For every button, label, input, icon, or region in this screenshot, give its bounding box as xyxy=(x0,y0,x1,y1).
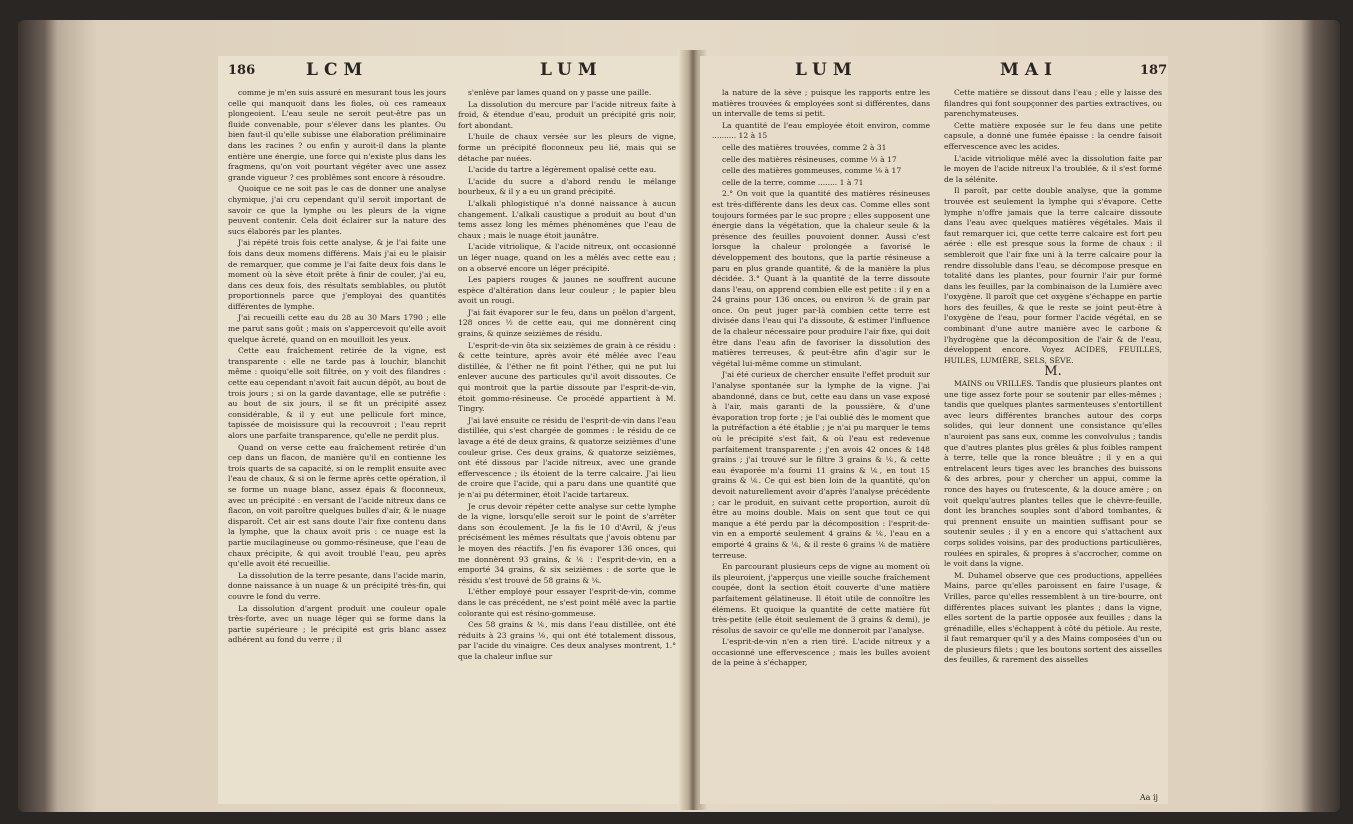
left-head-outer: LCM xyxy=(306,60,369,80)
paragraph: Je crus devoir répéter cette analyse sur cette lymphe de la vigne, lorsqu'elle seroit sur le point de s'arrêter dans son écoulement. Je la fis le 10 d'Avril, & j'eus précisément les mêmes résultats que j'avois obtenu par le moyen des réactifs. J'en fis évaporer 136 onces, qui me donnèrent 93 grains, & ⅙ : l'esprit-de-vin, en a emporté 34 grains, & six seizièmes : de sorte que le résidu s'est trouvé de 58 grains & ⅙. xyxy=(458,501,676,585)
paragraph: 2.° On voit que la quantité des matières résineuses est très-différente dans les deux cas. Comme elles sont toujours formées par le suc propre ; elles supposent une énergie dans la végétation, que la chaleur seule & la présence des feuilles pouvoient donner. Aussi c'est lorsque la chaleur prolongée a favorisé le développement des boutons, que la partie résineuse a paru en plus grande quantité, & de la manière la plus décidée. 3.° Quant à la quantité de la terre dissoute dans l'eau, on apprend combien elle est petite : il y en a 24 grains pour 136 onces, ou environ ⅙ de grain par once. On peut juger par-là combien cette terre est divisée dans l'eau qui l'a dissoute, & estimer l'influence de la chaleur nécessaire pour produire l'air fixe, qui doit être dans l'eau afin de favoriser la dissolution des matières terreuses, & peut-être afin d'agir sur le végétal lui-même comme un stimulant. xyxy=(712,189,930,368)
paragraph: Ces 58 grains & ⅙, mis dans l'eau distillée, ont été réduits à 23 grains ⅑, qui ont été totalement dissous, par l'acide du vinaigre. Ces deux analyses montrent, 1.° que la chaleur influe sur xyxy=(458,620,676,661)
right-head-outer: MAI xyxy=(1000,60,1058,80)
paragraph: Quand on verse cette eau fraîchement retirée d'un cep dans un flacon, de manière qu'il en contienne les trois quarts de sa capacité, si on le remplit ensuite avec l'eau de chaux, & si on le ferme après cette opération, il se forme un nuage blanc, assez épais & floconneux, avec un précipité : en versant de l'acide nitreux dans ce flacon, on voit paroître quelques bulles d'air, & le nuage disparoît. Cet air est sans doute l'air fixe contenu dans la lymphe, que la chaux avoit pris : ce nuage est la partie mucilagineuse ou gommo-résineuse, que l'eau de chaux précipite, & qui avoit troublé l'eau, peu après qu'elle avoit été recueillie. xyxy=(228,442,446,569)
paragraph: L'alkali phlogistiqué n'a donné naissance à aucun changement. L'alkali caustique a produit au bout d'un tems assez long les mêmes phénomènes que l'eau de chaux ; mais le nuage étoit jaunâtre. xyxy=(458,198,676,240)
left-column-1 xyxy=(228,88,446,800)
paragraph: la nature de la sève ; puisque les rapports entre les matières trouvées & employées sont si différentes, dans un intervalle de tems si petit. xyxy=(712,88,930,119)
paragraph: M. Duhamel observe que ces productions, appellées Mains, parce qu'elles paroissent en faire l'usage, & Vrilles, parce qu'elles ressemblent à un tire-bourre, ont différentes places suivant les plantes ; dans la vigne, elles sortent de la partie opposée aux feuilles ; dans la grénadille, elles s'échappent à côté du pétiole. Au reste, il faut remarquer qu'il y a des Mains composées d'un ou de plusieurs filets ; que les boutons sortent des aisselles des feuilles, & rarement des aisselles xyxy=(944,570,1162,665)
paragraph: La quantité de l'eau employée étoit environ, comme .......... 12 à 15 xyxy=(712,120,930,141)
paragraph: MAINS ou VRILLES. Tandis que plusieurs plantes ont une tige assez forte pour se soutenir par elles-mêmes ; tandis que quelques plantes sarmenteuses s'entortillent avec leurs différentes branches autour des corps solides, qui leur donnent une consistance qu'elles n'auroient pas sans eux, comme les convolvulus ; tandis que d'autres plantes plus grêles & plus foibles rampent à terre, telle que la ronce bleuâtre ; il y en a qui entrelacent leurs tiges avec les branches des buissons & des arbres, pour y chercher un appui, comme la ronce des hayes ou frutescente, & la douce amère ; on voit quelqu'autres plantes telles que le chèvre-feuille, dont les branches souples sont d'abord tombantes, & qui prennent ensuite un maintien suffisant pour se soutenir seules ; il y en a encore qui s'attachent aux corps solides voisins, par des productions particulières, roulées en spirales, & propres à s'accrocher, comme on le voit dans la vigne. xyxy=(944,379,1162,569)
paragraph: comme je m'en suis assuré en mesurant tous les jours celle qui manquoit dans les fioles, où ces rameaux plongeoient. L'eau seule ne seroit peut-être pas un fluide convenable, pour s'élever dans les plantes. Ou bien faut-il qu'elle subisse une élaboration préliminaire dans les racines ? ou enfin y auroit-il dans la plante entière une énergie, une force qui n'existe plus dans les fragmens, qu'on voit pourtant végéter avec une assez grande vigueur ? ces problêmes sont encore à résoudre. xyxy=(228,88,446,182)
right-page-number: 187 xyxy=(1140,63,1168,78)
paragraph: J'ai été curieux de chercher ensuite l'effet produit sur l'analyse spontanée sur la lymphe de la vigne. J'ai abandonné, dans ce but, cette eau dans un vase exposé à l'air, mais garanti de la poussière, & d'une évaporation trop forte ; je l'ai oublié dès le moment que la putréfaction a été établie ; je n'ai pu marquer le tems où le précipité s'est fait, & où l'eau est redevenue parfaitement transparente ; j'en avois 42 onces & 148 grains ; j'ai trouvé sur le filtre 3 grains & ⅙, & cette eau évaporée m'a fourni 11 grains & ⅙, en tout 15 grains & ⅙. Ce qui est bien loin de la quantité, qu'on devoit naturellement avoir d'après l'analyse précédente ; car le produit, en suivant cette proportion, auroit dû être au moins double. Mais on sent que tout ce qui manque a été perdu par la décomposition : l'esprit-de-vin en a emporté seulement 4 grains & ⅙, l'eau en a emporté 4 grains & ⅙, & il reste 6 grains ⅙ de matière terreuse. xyxy=(712,370,930,560)
section-letter: M. xyxy=(1044,364,1062,380)
left-page-number: 186 xyxy=(228,63,256,78)
paragraph: L'acide du tartre a légèrement opalisé cette eau. xyxy=(468,165,657,175)
paragraph: La dissolution du mercure par l'acide nitreux faite à froid, & étendue d'eau, produit un précipité gris noir, fort abondant. xyxy=(458,99,676,130)
paragraph: L'acide vitriolique, & l'acide nitreux, ont occasionné un léger nuage, quand on les a mêlés avec cette eau ; on a observé encore un léger précipité. xyxy=(458,242,676,273)
paragraph: J'ai recueilli cette eau du 28 au 30 Mars 1790 ; elle me parut sans goût ; mais on s'appercevoit qu'elle avoit quelque âcreté, quand on en mouilloit les yeux. xyxy=(228,313,446,344)
paragraph: L'esprit-de-vin n'en a rien tiré. L'acide nitreux y a occasionné une effervescence ; mais les bulles avoient de la peine à s'échapper, xyxy=(712,637,930,668)
left-running-head xyxy=(218,60,686,82)
right-running-head xyxy=(700,60,1168,82)
paragraph: s'enlève par lames quand on y passe une paille. xyxy=(468,88,652,97)
left-page xyxy=(218,56,686,804)
paragraph: L'huile de chaux versée sur les pleurs de vigne, forme un précipité floconneux peu lié, mais qui se détache par nuées. xyxy=(458,132,676,163)
paragraph: Quoique ce ne soit pas le cas de donner une analyse chymique, j'ai cru cependant qu'il seroit important de savoir ce que la lymphe ou les pleurs de la vigne peuvent contenir. Cela doit éclairer sur la nature des sucs élaborés par les plantes. xyxy=(228,184,446,236)
right-page xyxy=(700,56,1168,804)
left-column-2 xyxy=(458,88,676,800)
paragraph: L'éther employé pour essayer l'esprit-de-vin, comme dans le cas précédent, ne s'est point mêlé avec la partie colorante qui est résino-gommeuse. xyxy=(458,587,676,618)
paragraph: celle de la terre, comme ........ 1 à 71 xyxy=(722,177,864,187)
paragraph: Il paroît, par cette double analyse, que la gomme trouvée est seulement la lymphe qui s'évapore. Cette lymphe n'offre jamais que la terre calcaire dissoute dans l'eau avec quelques matières végétales. Mais il faut remarquer ici, que cette terre calcaire est fort peu aérée : elle est presque sous la forme de chaux : il sembleroit que l'air fixe uni à la terre calcaire pour la rendre dissoluble dans l'eau, se décompose presque en totalité dans les plantes, pour fournir l'air pur formé dans les feuilles, par la combinaison de la Lumière avec l'oxygène. Il paroît que cet oxygène s'échappe en partie hors des feuilles, & que le reste se joint peut-être à l'oxygène de l'eau, pour former l'acide végétal, en se combinant d'une autre manière avec le carbone & l'hydrogène que la décomposition de l'air & de l'eau, développent encore. Voyez ACIDES, FEUILLES, HUILES, LUMIÈRE, SELS, SÈVE. xyxy=(944,186,1162,365)
paragraph: Cette eau fraîchement retirée de la vigne, est transparente : elle ne tarde pas à louchir, blanchit même : quoiqu'elle soit filtrée, on y voit des filandres : cette eau cependant n'avoit fait aucun dépôt, au bout de trois jours ; si on la garde davantage, elle se putréfie : au bout de six jours, il se fit un précipité assez considérable, & il y eut une pellicule fort mince, tapissée de moisissure qui la recouvroit ; l'eau reprit alors une parfaite transparence, qu'elle ne perdit plus. xyxy=(228,346,446,440)
paragraph: La dissolution de la terre pesante, dans l'acide marin, donne naissance à un nuage & un précipité très-fin, qui couvre le fond du verre. xyxy=(228,570,446,601)
paragraph: Cette matière exposée sur le feu dans une petite capsule, a donné une fumée épaisse : la cendre faisoit effervescence avec les acides. xyxy=(944,120,1162,151)
signature-mark: Aa ij xyxy=(1139,793,1158,802)
paragraph: La dissolution d'argent produit une couleur opale très-forte, avec un nuage léger qui se forme dans la partie supérieure ; le précipité est gris blanc assez adhérent au fond du verre ; il xyxy=(228,603,446,645)
paragraph: En parcourant plusieurs ceps de vigne au moment où ils pleuroient, j'apperçus une vieille souche fraîchement coupée, dont la section étoit couverte d'une matière parfaitement gélatineuse. Il étoit utile de connoître les élémens. Et quoique la quantité de cette matière fût très-petite (elle étoit seulement de 3 grains & demi), je résolus de savoir ce qu'elle me donneroit par l'analyse. xyxy=(712,562,930,635)
left-head-inner: LUM xyxy=(540,60,603,80)
open-book xyxy=(18,20,1340,812)
paragraph: L'acide vitriolique mêlé avec la dissolution faite par le moyen de l'acide nitreux l'a troublée, & il s'est formé de la sélénite. xyxy=(944,153,1162,184)
paragraph: celle des matières trouvées, comme 2 à 31 xyxy=(722,142,887,152)
paragraph: L'esprit-de-vin ôta six seizièmes de grain à ce résidu : & cette teinture, après avoir été mêlée avec l'eau distillée, & l'éther ne fit point l'éther, qui ne put lui enlever aucune des particules qu'il avoit dissoutes. Ce qui montroit que la partie dissoute par l'esprit-de-vin, étoit gommo-résineuse. Ce procédé appartient à M. Tingry. xyxy=(458,340,676,414)
right-column-1 xyxy=(712,88,930,800)
paragraph: L'acide du sucre a d'abord rendu le mélange bourbeux, & il y a eu un grand précipité. xyxy=(458,176,676,197)
paragraph: Cette matière se dissout dans l'eau ; elle y laisse des filandres qui font soupçonner des parties extractives, ou parenchymateuses. xyxy=(944,88,1162,119)
right-head-inner: LUM xyxy=(795,60,858,80)
paragraph: Les papiers rouges & jaunes ne souffrent aucune espèce d'altération dans leur couleur ; le papier bleu avoit un rougi. xyxy=(458,275,676,306)
paragraph: J'ai répété trois fois cette analyse, & je l'ai faite une fois dans deux momens différens. Mais j'ai eu le plaisir de remarquer, que comme je l'ai faite deux fois dans le moment où la sève étoit prête à finir de couler, j'ai eu, dans ces deux fois, des résultats semblables, ou plutôt proportionnels parce que j'employai des quantités différentes de lymphe. xyxy=(228,238,446,311)
paragraph: J'ai lavé ensuite ce résidu de l'esprit-de-vin dans l'eau distillée, qui s'est chargée de gommes : le résidu de ce lavage a été de deux grains, & quatorze seizièmes d'une couleur grise. Ces deux grains, & quatorze seizièmes, ont été dissous par l'acide nitreux, avec une grande effervescence ; ils étoient de la terre calcaire. J'ai lieu de croire que l'acide, qui a paru dans une quantité que je n'ai pu déterminer, étoit l'acide tartareux. xyxy=(458,415,676,499)
paragraph: celle des matières résineuses, comme ⅓ à 17 xyxy=(722,154,897,164)
paragraph: J'ai fait évaporer sur le feu, dans un poëlon d'argent, 128 onces ½ de cette eau, qui me donnèrent cinq grains, & quinze seizièmes de résidu. xyxy=(458,307,676,339)
right-column-2 xyxy=(944,88,1162,800)
paragraph: celle des matières gommeuses, comme ⅑ à 17 xyxy=(722,166,902,176)
